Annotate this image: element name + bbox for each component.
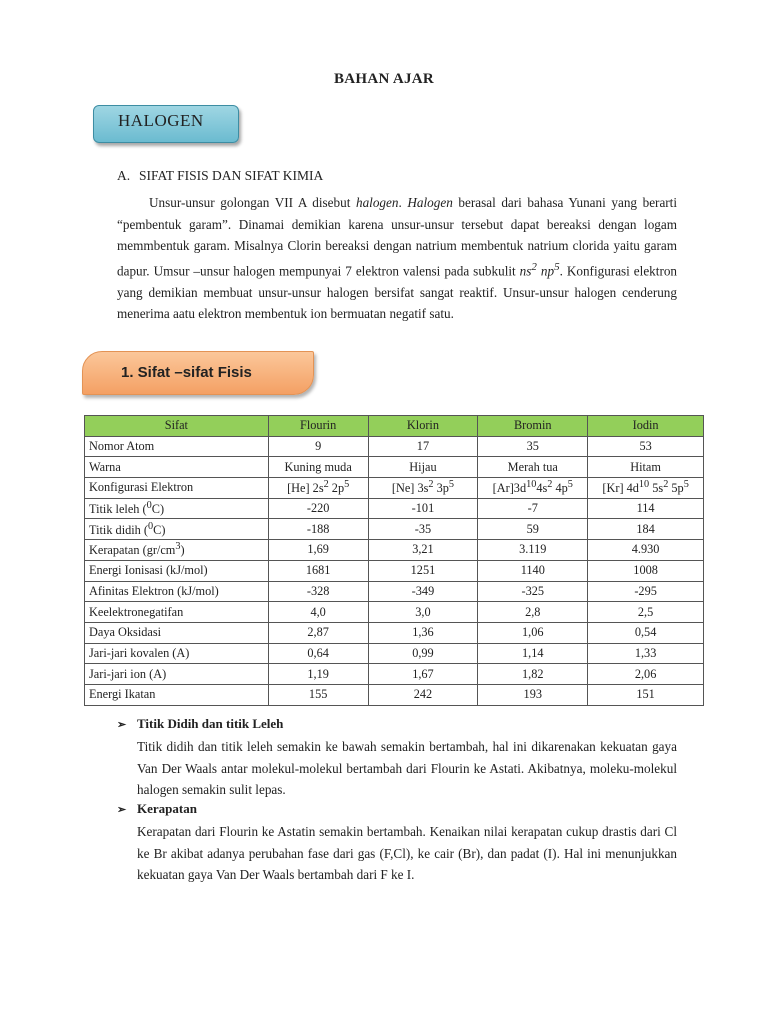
table-cell: 2,06 — [588, 664, 704, 685]
table-row — [85, 684, 704, 705]
table-row-label: Energi Ikatan — [85, 684, 269, 705]
table-cell: [Ne] $3s^2$ $3p^5$ — [368, 478, 478, 499]
subsection-physical-properties: 1. Sifat –sifat Fisis — [82, 351, 314, 395]
table-row — [85, 519, 704, 540]
bullet-heading-density: ➢ Kerapatan — [117, 801, 197, 816]
table-cell: 1,69 — [268, 540, 368, 561]
table-row-label: Warna — [85, 457, 269, 478]
section-letter: A. — [117, 168, 131, 183]
table-cell: -188 — [268, 519, 368, 540]
bullet-body-boiling-melting: Titik didih dan titik leleh semakin ke bawah semakin bertambah, hal ini dikarenakan kekuatan gaya Van Der Waals antar molekul-molekul bertambah dari Flourin ke Astati. Akibatnya, moleku-molekul halogen semakin sulit lepas. — [137, 739, 677, 797]
table-cell: -220 — [268, 498, 368, 519]
table-cell: 3,21 — [368, 540, 478, 561]
table-row — [85, 560, 704, 581]
section-title: SIFAT FISIS DAN SIFAT KIMIA — [139, 168, 324, 183]
table-cell: 1,06 — [478, 622, 588, 643]
table-cell: -7 — [478, 498, 588, 519]
table-row-label: Energi Ionisasi (kJ/mol) — [85, 560, 269, 581]
table-cell: 4.930 — [588, 540, 704, 561]
table-cell: $[Ar]3d^{10}4s^2$ $4p^5$ — [478, 478, 588, 499]
table-cell: 9 — [268, 436, 368, 457]
table-cell: 1681 — [268, 560, 368, 581]
table-cell: 17 — [368, 436, 478, 457]
table-header-cell: Iodin — [588, 416, 704, 437]
arrow-bullet-icon: ➢ — [117, 804, 127, 816]
topic-box-halogen: HALOGEN — [93, 105, 239, 143]
table-cell: -295 — [588, 581, 704, 602]
table-row — [85, 664, 704, 685]
arrow-bullet-icon: ➢ — [117, 719, 127, 731]
table-cell: 242 — [368, 684, 478, 705]
table-cell: [He] $2s^2$ $2p^5$ — [268, 478, 368, 499]
table-cell: 2,87 — [268, 622, 368, 643]
table-cell: -328 — [268, 581, 368, 602]
bullet-heading-boiling-melting: ➢ Titik Didih dan titik Leleh — [117, 716, 284, 731]
table-cell: 0,54 — [588, 622, 704, 643]
table-cell: 1,82 — [478, 664, 588, 685]
table-cell: 1,14 — [478, 643, 588, 664]
section-a-heading — [117, 168, 323, 184]
table-cell: 1251 — [368, 560, 478, 581]
table-cell: 1,36 — [368, 622, 478, 643]
table-row-label: Konfigurasi Elektron — [85, 478, 269, 499]
table-cell: 151 — [588, 684, 704, 705]
table-cell: Merah tua — [478, 457, 588, 478]
table-cell: -325 — [478, 581, 588, 602]
table-header-cell: Flourin — [268, 416, 368, 437]
table-row-label: Jari-jari kovalen (A) — [85, 643, 269, 664]
table-cell: Hijau — [368, 457, 478, 478]
table-cell: 3,0 — [368, 602, 478, 623]
table-row — [85, 602, 704, 623]
table-row-label: Kerapatan $(gr/cm^3)$ — [85, 540, 269, 561]
table-row-electron-configuration — [85, 478, 704, 499]
table-row-label: Titik leleh ($^0$C) — [85, 498, 269, 519]
table-cell: 1140 — [478, 560, 588, 581]
table-cell: 193 — [478, 684, 588, 705]
table-row-label: Titik didih ($^0$C) — [85, 519, 269, 540]
table-row — [85, 643, 704, 664]
table-cell: 2,5 — [588, 602, 704, 623]
table-header-cell: Klorin — [368, 416, 478, 437]
document-title: BAHAN AJAR — [333, 71, 435, 87]
table-cell: 0,64 — [268, 643, 368, 664]
table-row-label: Nomor Atom — [85, 436, 269, 457]
table-cell: 53 — [588, 436, 704, 457]
table-cell: 114 — [588, 498, 704, 519]
table-row — [85, 622, 704, 643]
table-row-label: Jari-jari ion (A) — [85, 664, 269, 685]
table-row — [85, 436, 704, 457]
table-row-label: Daya Oksidasi — [85, 622, 269, 643]
table-row — [85, 498, 704, 519]
table-cell: -349 — [368, 581, 478, 602]
table-row — [85, 581, 704, 602]
table-cell: 1,33 — [588, 643, 704, 664]
table-cell: 59 — [478, 519, 588, 540]
table-cell: 1,19 — [268, 664, 368, 685]
table-cell: 4,0 — [268, 602, 368, 623]
table-cell: 2,8 — [478, 602, 588, 623]
table-cell: 1008 — [588, 560, 704, 581]
table-cell: 1,67 — [368, 664, 478, 685]
table-cell: 155 — [268, 684, 368, 705]
table-cell: Kuning muda — [268, 457, 368, 478]
table-cell: 184 — [588, 519, 704, 540]
table-row-label: Afinitas Elektron (kJ/mol) — [85, 581, 269, 602]
table-cell: -101 — [368, 498, 478, 519]
table-header-cell: Bromin — [478, 416, 588, 437]
table-cell: 0,99 — [368, 643, 478, 664]
intro-paragraph: Unsur-unsur golongan VII A disebut halogen. Halogen berasal dari bahasa Yunani yang berarti “pembentuk garam”. Dinamai demikian karena unsur-unsur tersebut dapat bereaksi dengan logam memmbentuk garam. Misalnya Clorin bereaksi dengan natrium membentuk natrium clorida yaitu garam dapur. Umsur –unsur halogen mempunyai 7 elektron valensi pada subkulit $ns^2$ $np^5$. Konfigurasi elektron yang demikian membuat unsur-unsur halogen bersifat sangat reaktif. Unsur-unsur halogen cenderung menerima aatu elektron membentuk ion bermuatan negatif satu. — [117, 195, 678, 322]
table-row — [85, 540, 704, 561]
bullet-body-density: Kerapatan dari Flourin ke Astatin semakin bertambah. Kenaikan nilai kerapatan cukup drastis dari Cl ke Br akibat adanya perubahan fase dari gas (F,Cl), ke cair (Br), dan padat (I). Hal ini menunjukkan kekuatan gaya Van Der Waals bertambah dari F ke I. — [137, 824, 677, 882]
table-cell: Hitam — [588, 457, 704, 478]
table-cell: 3.119 — [478, 540, 588, 561]
table-header-row — [85, 416, 704, 437]
properties-table — [84, 415, 704, 706]
table-cell: [Kr] $4d^{10}$ $5s^2$ $5p^5$ — [588, 478, 704, 499]
table-row-label: Keelektronegatifan — [85, 602, 269, 623]
table-cell: -35 — [368, 519, 478, 540]
table-cell: 35 — [478, 436, 588, 457]
table-row — [85, 457, 704, 478]
table-header-cell: Sifat — [85, 416, 269, 437]
